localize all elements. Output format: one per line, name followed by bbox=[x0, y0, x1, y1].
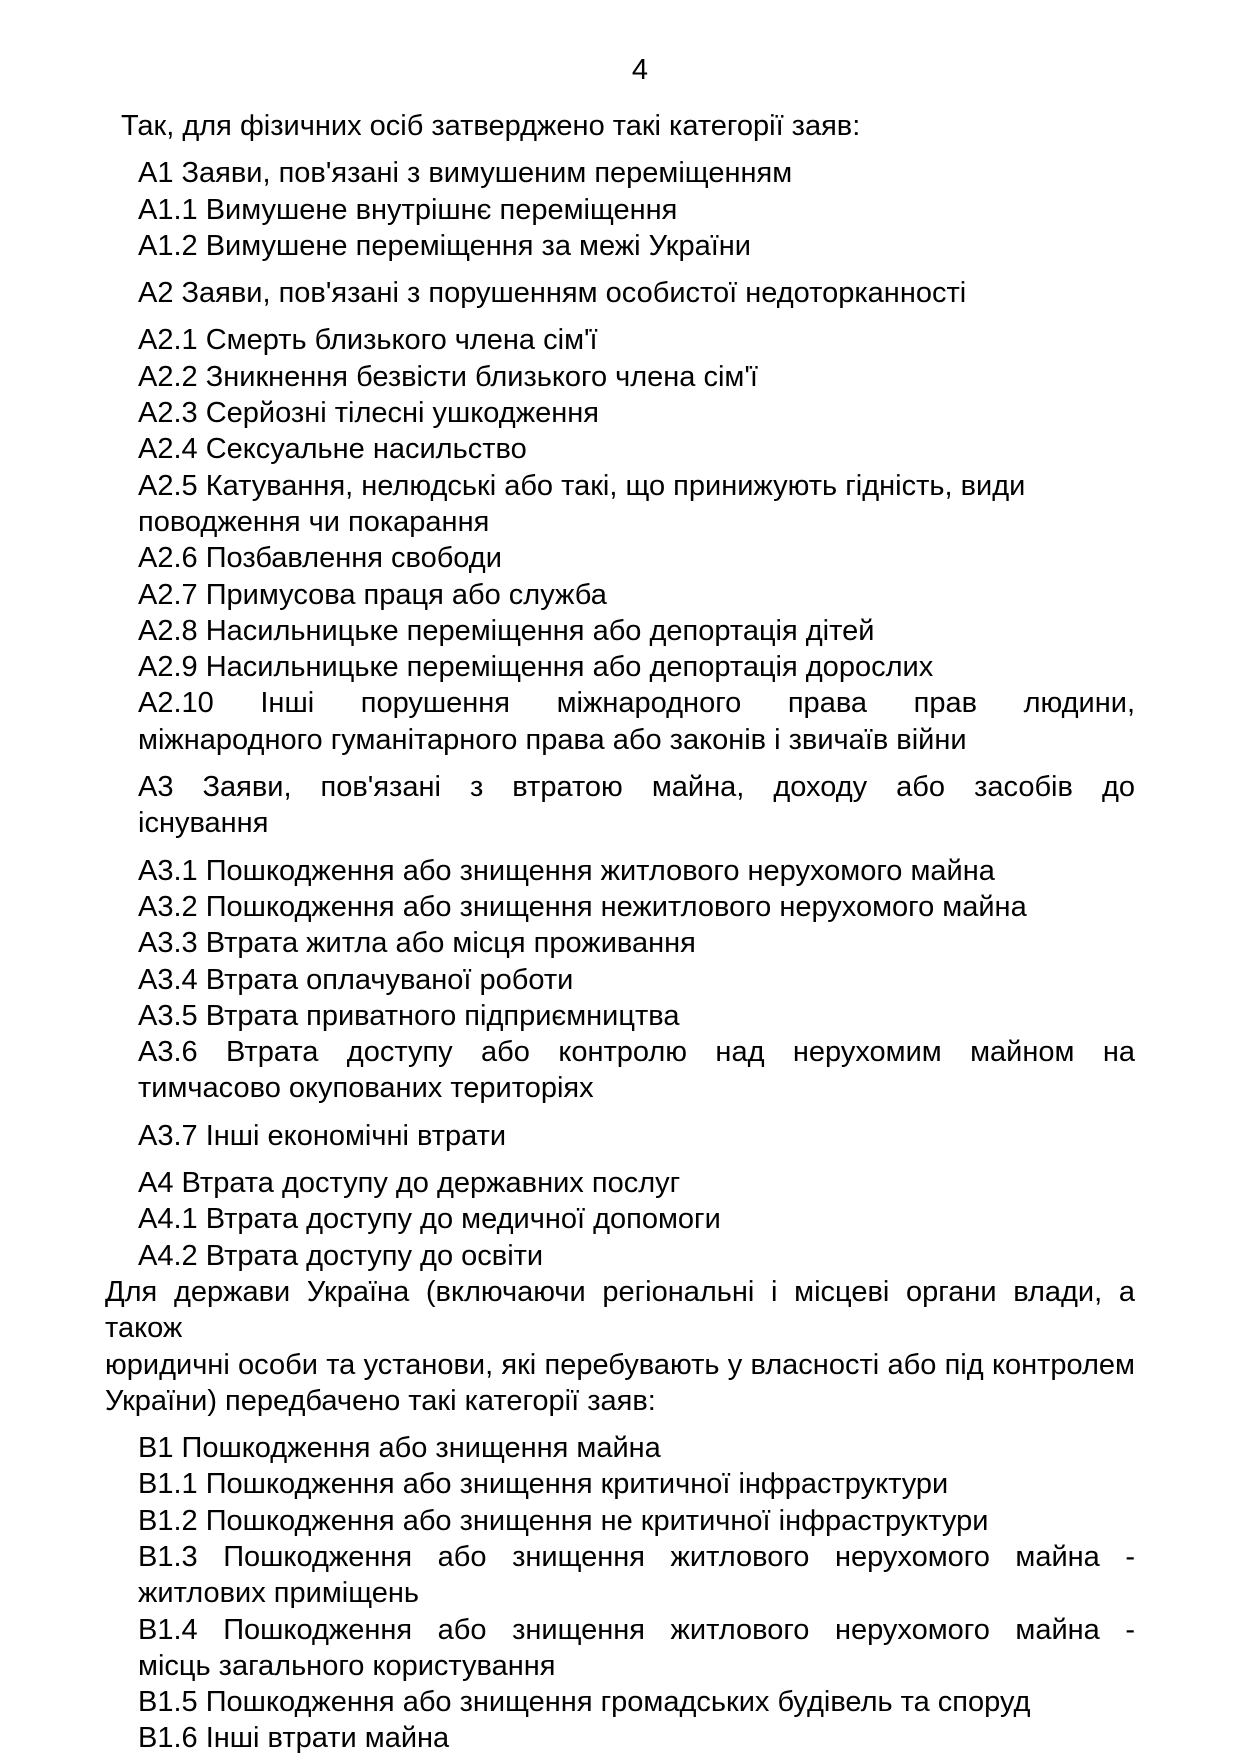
category-a2-2: A2.2 Зникнення безвісти близького члена сім'ї bbox=[138, 360, 758, 393]
category-b1-1: B1.1 Пошкодження або знищення критичної інфраструктури bbox=[138, 1468, 949, 1501]
category-a2-6: A2.6 Позбавлення свободи bbox=[138, 542, 502, 575]
section-a1 bbox=[105, 155, 1135, 264]
category-b1-3-line1: B1.3 Пошкодження або знищення житлового нерухомого майна - bbox=[138, 1540, 1135, 1573]
state-intro-line3: України) передбачено такі категорії заяв: bbox=[105, 1384, 656, 1417]
category-a3-6-line1: A3.6 Втрата доступу або контролю над нерухомим майном на bbox=[138, 1036, 1135, 1069]
category-b1-3 bbox=[105, 1539, 1135, 1612]
category-a3-1: A3.1 Пошкодження або знищення житлового нерухомого майна bbox=[138, 854, 995, 887]
category-a4-heading: A4 Втрата доступу до державних послуг bbox=[138, 1167, 681, 1200]
section-a3 bbox=[105, 769, 1135, 1154]
category-a3-7: A3.7 Інші економічні втрати bbox=[138, 1119, 507, 1152]
category-a2-1: A2.1 Смерть близького члена сім'ї bbox=[138, 324, 598, 357]
category-a2-10-line2: міжнародного гуманітарного права або законів і звичаїв війни bbox=[138, 723, 967, 756]
category-a2-10-line1: A2.10 Інші порушення міжнародного права прав людини, bbox=[138, 687, 1135, 720]
category-b1-4-line1: B1.4 Пошкодження або знищення житлового нерухомого майна - bbox=[138, 1613, 1135, 1646]
category-a2-5-line1: A2.5 Катування, нелюдські або такі, що принижують гідність, види bbox=[138, 469, 1026, 502]
state-intro-line2: юридичні особи та установи, які перебувають у власності або під контролем bbox=[105, 1348, 1135, 1381]
state-intro-line1: Для держави Україна (включаючи регіональні і місцеві органи влади, а також bbox=[105, 1275, 1135, 1345]
category-b1-6: B1.6 Інші втрати майна bbox=[138, 1722, 450, 1754]
category-a2-5 bbox=[105, 468, 1135, 541]
category-b1-3-line2: житлових приміщень bbox=[138, 1577, 419, 1610]
category-a2-3: A2.3 Серйозні тілесні ушкодження bbox=[138, 397, 599, 430]
category-a3-heading-line1: A3 Заяви, пов'язані з втратою майна, доходу або засобів до bbox=[138, 771, 1135, 804]
category-a3-4: A3.4 Втрата оплачуваної роботи bbox=[138, 963, 574, 996]
category-a1-2: A1.2 Вимушене переміщення за межі України bbox=[138, 229, 751, 262]
category-a3-6 bbox=[105, 1034, 1135, 1107]
section-b1 bbox=[105, 1430, 1135, 1754]
category-a1-heading: A1 Заяви, пов'язані з вимушеним переміщенням bbox=[138, 157, 793, 190]
category-a2-8: A2.8 Насильницьке переміщення або депортація дітей bbox=[138, 614, 875, 647]
section-a4 bbox=[105, 1165, 1135, 1274]
section-a2 bbox=[105, 275, 1135, 758]
category-a4-2: A4.2 Втрата доступу до освіти bbox=[138, 1239, 544, 1272]
state-claims-intro bbox=[105, 1274, 1135, 1419]
category-b1-5: B1.5 Пошкодження або знищення громадських будівель та споруд bbox=[138, 1686, 1031, 1719]
category-a2-heading: A2 Заяви, пов'язані з порушенням особистої недоторканності bbox=[138, 277, 967, 310]
category-a2-5-line2: поводження чи покарання bbox=[138, 505, 490, 538]
category-a3-heading-line2: існування bbox=[138, 807, 269, 840]
category-a2-9: A2.9 Насильницьке переміщення або депортація дорослих bbox=[138, 651, 934, 684]
category-a4-1: A4.1 Втрата доступу до медичної допомоги bbox=[138, 1203, 721, 1236]
category-a2-4: A2.4 Сексуальне насильство bbox=[138, 433, 527, 466]
category-a3-2: A3.2 Пошкодження або знищення нежитлового нерухомого майна bbox=[138, 890, 1027, 923]
category-b1-heading: B1 Пошкодження або знищення майна bbox=[138, 1432, 661, 1465]
category-a1-1: A1.1 Вимушене внутрішнє переміщення bbox=[138, 193, 678, 226]
page-number: 4 bbox=[631, 54, 649, 86]
category-b1-4 bbox=[105, 1612, 1135, 1685]
category-a3-5: A3.5 Втрата приватного підприємництва bbox=[138, 999, 680, 1032]
category-a3-heading bbox=[105, 769, 1135, 842]
category-a3-3: A3.3 Втрата житла або місця проживання bbox=[138, 927, 696, 960]
category-a2-10 bbox=[105, 685, 1135, 758]
category-b1-4-line2: місць загального користування bbox=[138, 1649, 556, 1682]
intro-paragraph: Так, для фізичних осіб затверджено такі категорії заяв: bbox=[121, 110, 861, 142]
category-a2-7: A2.7 Примусова праця або служба bbox=[138, 578, 607, 611]
category-b1-2: B1.2 Пошкодження або знищення не критичної інфраструктури bbox=[138, 1504, 989, 1537]
category-a3-6-line2: тимчасово окупованих територіях bbox=[138, 1072, 594, 1105]
